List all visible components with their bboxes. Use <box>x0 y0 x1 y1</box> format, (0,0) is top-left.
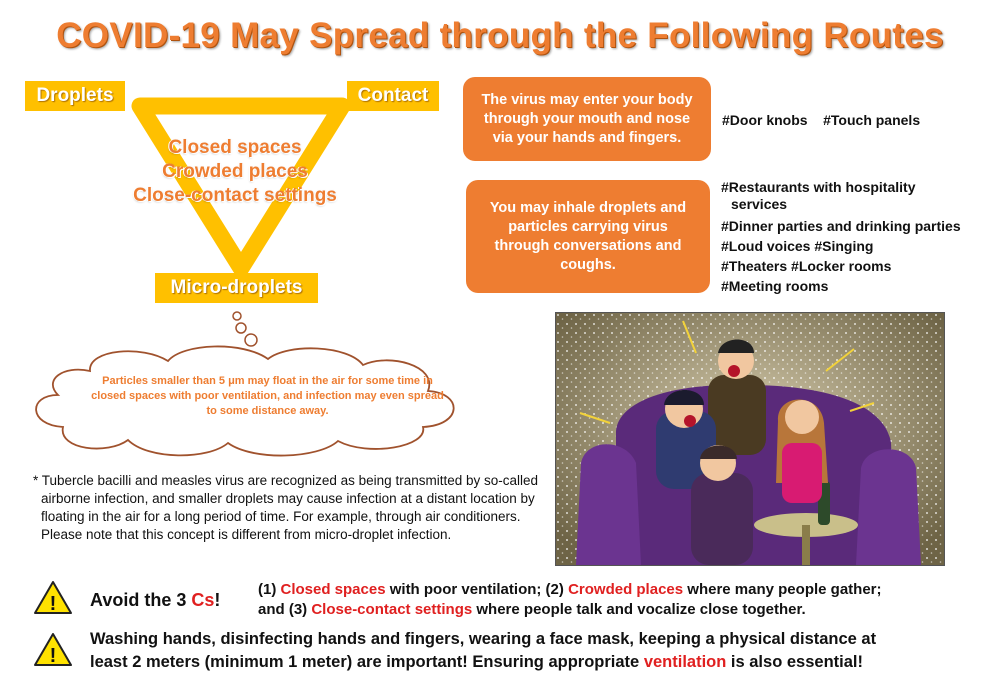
bubble-medium <box>236 323 246 333</box>
woman-right <box>776 400 828 504</box>
droplets-label: Droplets <box>25 81 125 111</box>
tag-meeting-rooms: #Meeting rooms <box>721 278 829 294</box>
warning-icon-2 <box>33 632 73 668</box>
tag-theaters: #Theaters #Locker rooms <box>721 258 892 274</box>
triangle-center-text <box>115 136 355 208</box>
avoid-heading-suffix: ! <box>214 590 221 610</box>
footnote-text: * Tubercle bacilli and measles virus are recognized as being transmitted by so-called airborne infection, and smaller droplets may cause infection at a distant location by floating in the air for a long period of time. For example, through air conditioners. Please note that this concept is different from micro-droplet infection. <box>33 473 539 542</box>
tag-services: services <box>731 196 788 212</box>
hygiene-text <box>90 628 876 674</box>
tag-dinner-parties: #Dinner parties and drinking parties <box>721 218 961 234</box>
hygiene-line1: Washing hands, disinfecting hands and fingers, wearing a face mask, keeping a physical distance at <box>90 630 877 648</box>
avoid-heading <box>90 590 220 611</box>
avoid-heading-cs: Cs <box>191 590 215 610</box>
center-line-closed-spaces: Closed spaces <box>168 137 302 158</box>
hygiene-line2: least 2 meters (minimum 1 meter) are important! Ensuring appropriate ventilation is also essential! <box>90 653 863 671</box>
warning-icon <box>33 580 73 616</box>
three-cs-line1: (1) Closed spaces with poor ventilation; (2) Crowded places where many people gather; <box>258 581 882 598</box>
party-illustration <box>555 312 945 566</box>
warning-glyph: ! <box>49 593 57 615</box>
tag-restaurants: #Restaurants with hospitality <box>721 179 916 195</box>
three-cs-text <box>258 580 882 620</box>
three-cs-line2: and (3) Close-contact settings where people talk and vocalize close together. <box>258 601 806 618</box>
cloud-text: Particles smaller than 5 μm may float in the air for some time in closed spaces with poor ventilation, and infection may even spread to some distance away. <box>91 375 444 417</box>
contact-callout <box>463 77 711 161</box>
warning-glyph-2: ! <box>49 645 57 667</box>
contact-callout-text: The virus may enter your body through your mouth and nose via your hands and fingers. <box>481 91 693 146</box>
tag-loud-voices: #Loud voices #Singing <box>721 238 874 254</box>
page-title: COVID-19 May Spread through the Following Routes <box>56 16 944 55</box>
contact-label: Contact <box>347 81 439 111</box>
sofa-arm-left <box>576 444 641 565</box>
contact-tags: #Door knobs #Touch panels <box>722 112 921 128</box>
bubble-small <box>233 312 241 320</box>
footnote <box>33 472 546 544</box>
droplet-tags <box>721 179 996 296</box>
table-leg <box>802 525 810 565</box>
micro-droplets-label: Micro-droplets <box>155 273 318 303</box>
center-line-close-contact: Close-contact settings <box>133 185 337 206</box>
sofa-arm-right <box>856 449 921 565</box>
droplet-callout <box>466 180 710 293</box>
avoid-heading-prefix: Avoid the 3 <box>90 590 192 610</box>
droplet-callout-text: You may inhale droplets and particles carrying virus through conversations and coughs. <box>489 199 687 273</box>
center-line-crowded-places: Crowded places <box>162 161 308 182</box>
